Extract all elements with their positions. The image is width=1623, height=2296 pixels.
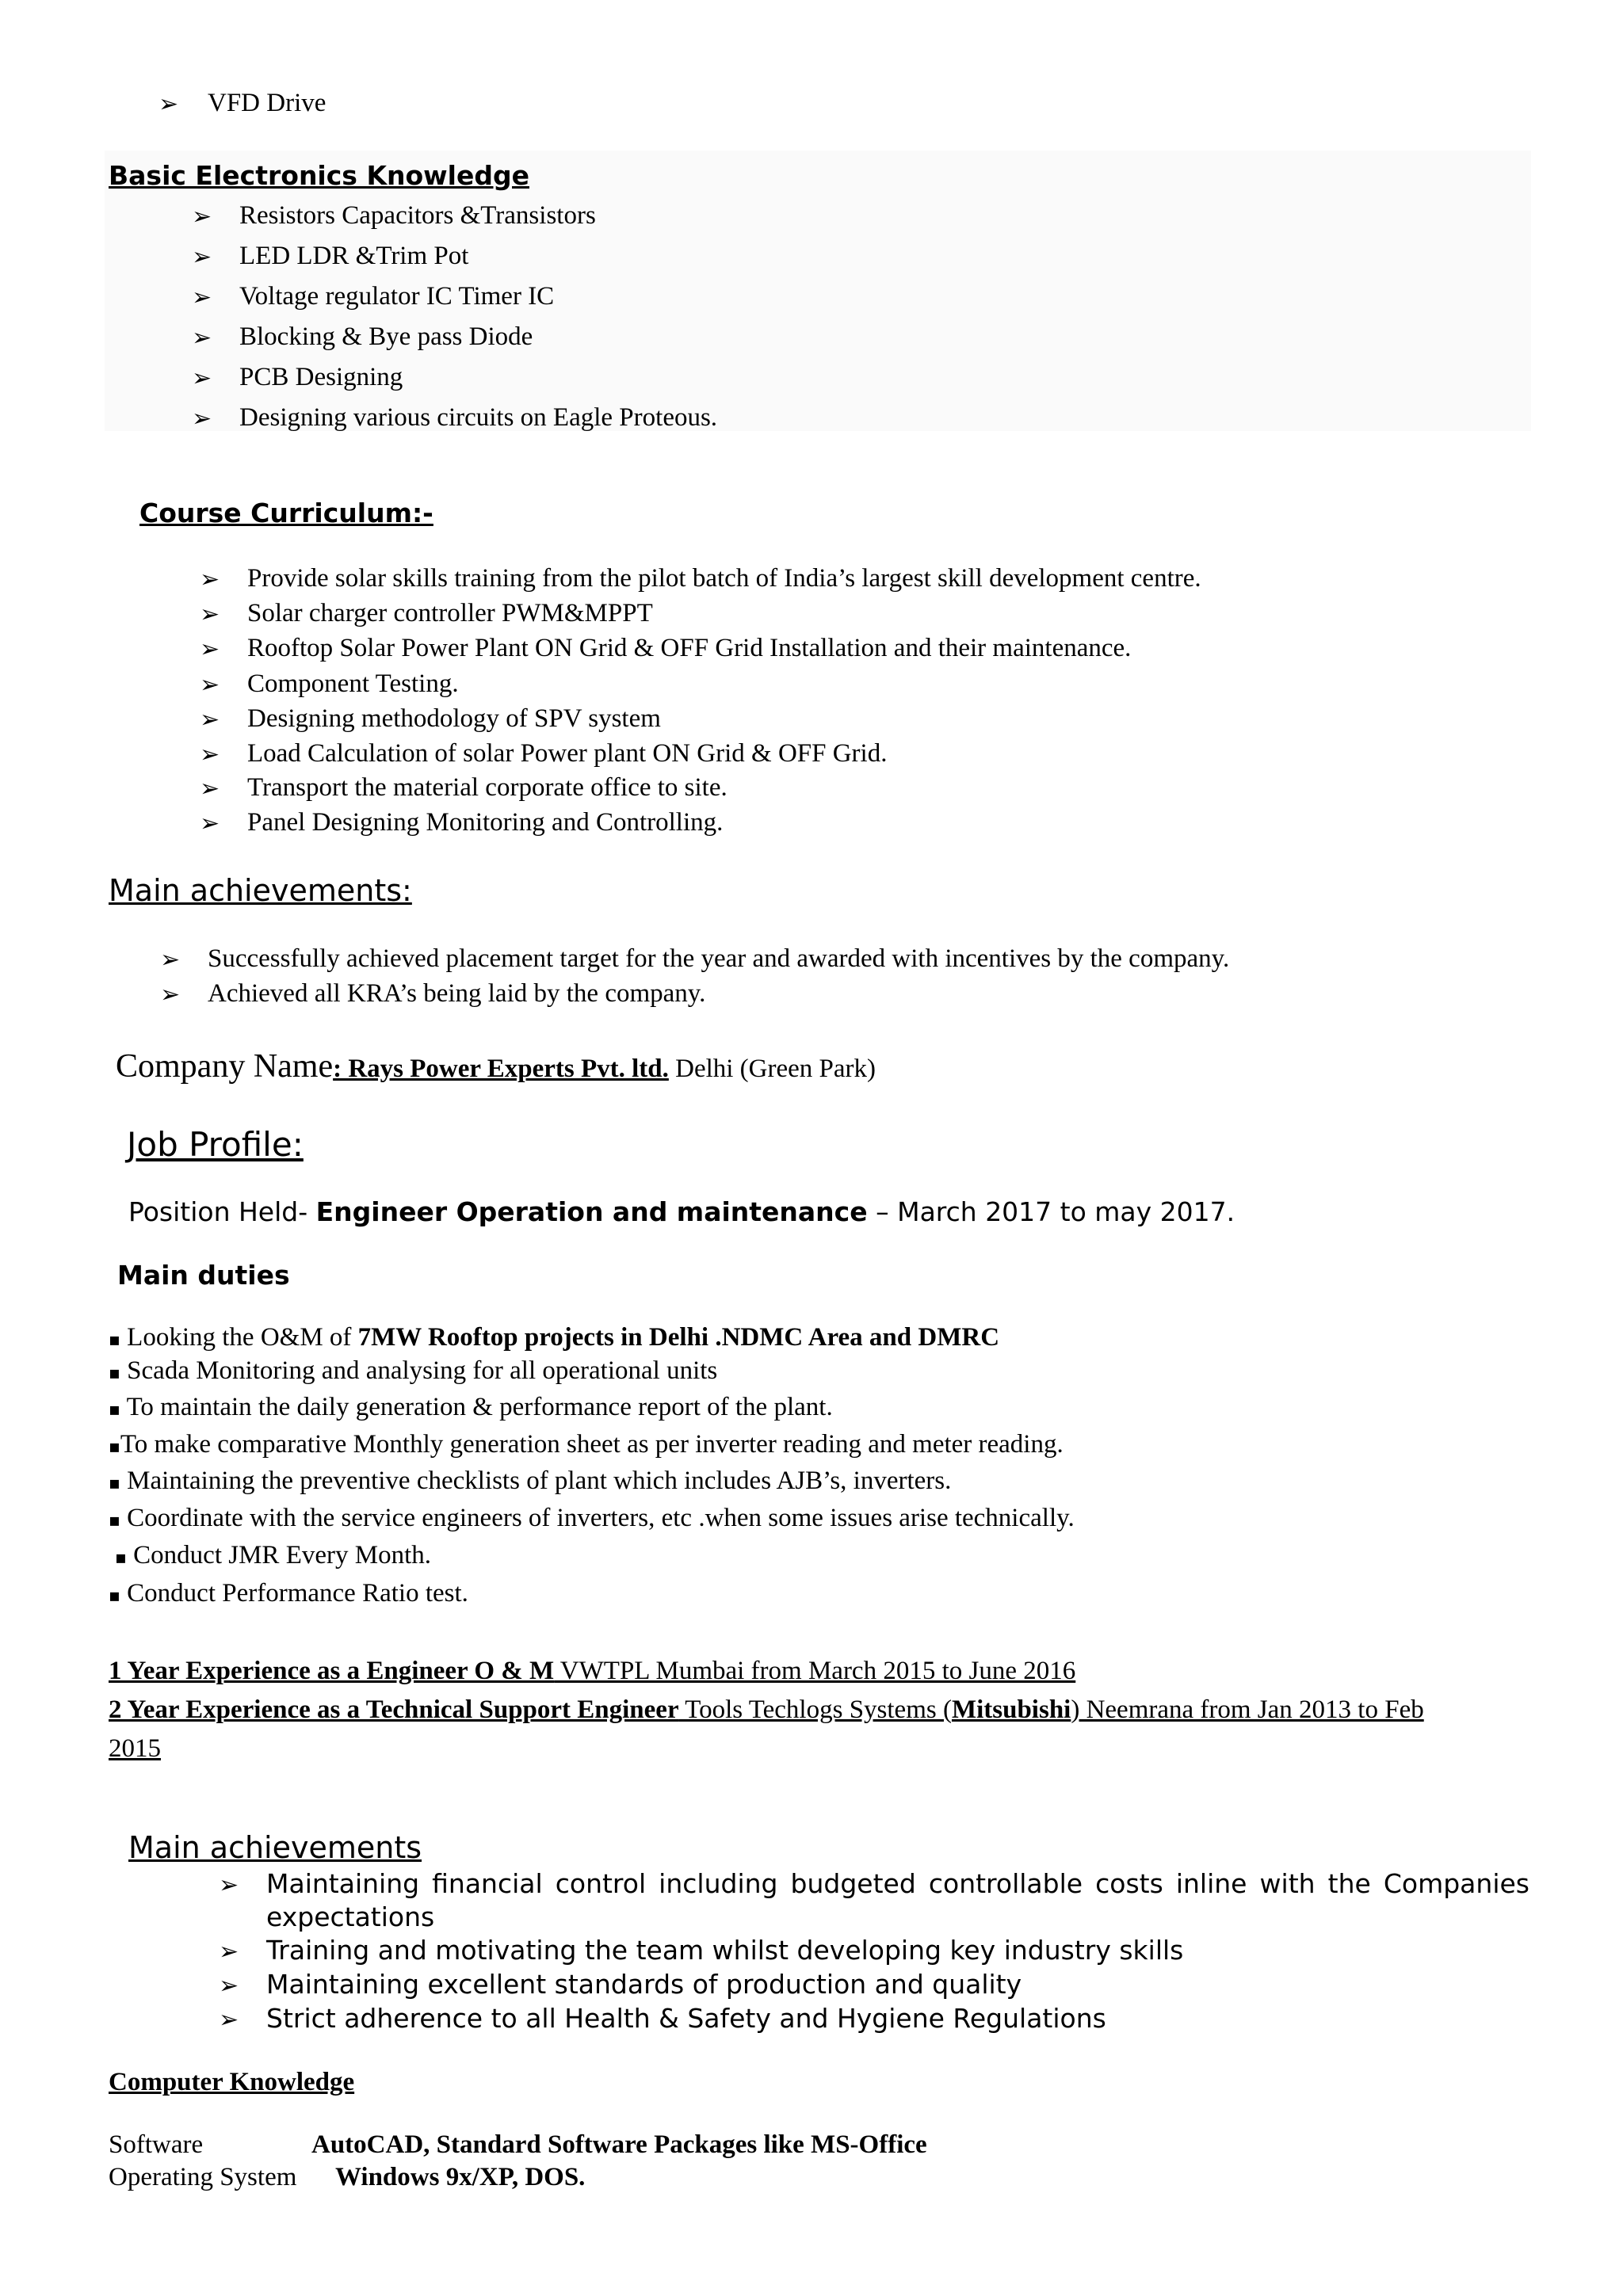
- curriculum-item: Component Testing.: [247, 669, 459, 698]
- computer-heading: Computer Knowledge: [109, 2068, 355, 2096]
- company-line: [116, 1047, 876, 1085]
- arrow-bullet-icon: ➢: [219, 1972, 239, 2000]
- position-title: Engineer Operation and maintenance: [315, 1196, 868, 1227]
- arrow-bullet-icon: ➢: [192, 243, 212, 271]
- duty-item: ▪ Scada Monitoring and analysing for all operational units: [109, 1356, 718, 1385]
- curriculum-item: Rooftop Solar Power Plant ON Grid & OFF Grid Installation and their maintenance.: [247, 634, 1132, 662]
- curriculum-item: Transport the material corporate office to site.: [247, 773, 727, 802]
- position-label: Position Held-: [128, 1196, 316, 1227]
- company-location: Delhi (Green Park): [668, 1055, 876, 1083]
- achievements-heading: Main achievements:: [109, 873, 412, 908]
- arrow-bullet-icon: ➢: [192, 284, 212, 311]
- arrow-bullet-icon: ➢: [192, 364, 212, 392]
- arrow-bullet-icon: ➢: [200, 566, 220, 593]
- experience-line-2-wrap: 2015: [109, 1734, 161, 1763]
- square-bullet-icon: ▪: [109, 1437, 120, 1457]
- arrow-bullet-icon: ➢: [219, 1938, 239, 1966]
- position-line: [128, 1196, 1235, 1227]
- curriculum-item: Designing methodology of SPV system: [247, 704, 661, 733]
- square-bullet-icon: ▪: [115, 1548, 127, 1568]
- curriculum-item: Load Calculation of solar Power plant ON Grid & OFF Grid.: [247, 739, 888, 768]
- os-value: Windows 9x/XP, DOS.: [335, 2163, 586, 2191]
- arrow-bullet-icon: ➢: [200, 635, 220, 663]
- duty-item: ▪ Conduct JMR Every Month.: [115, 1541, 431, 1569]
- curriculum-item: Provide solar skills training from the pilot batch of India’s largest skill development centre.: [247, 564, 1201, 593]
- software-value: AutoCAD, Standard Software Packages like MS-Office: [311, 2130, 927, 2159]
- arrow-bullet-icon: ➢: [200, 775, 220, 803]
- arrow-bullet-icon: ➢: [200, 741, 220, 769]
- square-bullet-icon: ▪: [109, 1586, 120, 1606]
- duties-heading: Main duties: [117, 1260, 290, 1291]
- duty-highlight: 7MW Rooftop projects in Delhi .NDMC Area and DMRC: [357, 1323, 1000, 1352]
- position-dates: – March 2017 to may 2017.: [867, 1196, 1235, 1227]
- arrow-bullet-icon: ➢: [200, 671, 220, 699]
- duty-item: ▪ To maintain the daily generation & performance report of the plant.: [109, 1393, 833, 1421]
- arrow-bullet-icon: ➢: [219, 2006, 239, 2034]
- square-bullet-icon: ▪: [109, 1363, 120, 1383]
- arrow-bullet-icon: ➢: [158, 90, 179, 118]
- achievement2-item: Training and motivating the team whilst developing key industry skills: [266, 1935, 1184, 1966]
- electronics-item: PCB Designing: [239, 363, 403, 391]
- achievement-item: Achieved all KRA’s being laid by the company.: [208, 979, 706, 1008]
- software-label: Software: [109, 2130, 204, 2159]
- square-bullet-icon: ▪: [109, 1330, 120, 1350]
- square-bullet-icon: ▪: [109, 1400, 120, 1420]
- arrow-bullet-icon: ➢: [160, 981, 181, 1009]
- experience-line-1: 1 Year Experience as a Engineer O & M VWTPL Mumbai from March 2015 to June 2016: [109, 1657, 1076, 1685]
- arrow-bullet-icon: ➢: [160, 946, 181, 974]
- job-profile-heading: Job Profile:: [127, 1125, 304, 1164]
- arrow-bullet-icon: ➢: [200, 810, 220, 837]
- electronics-item: Designing various circuits on Eagle Proteous.: [239, 403, 718, 432]
- electronics-item: Blocking & Bye pass Diode: [239, 322, 533, 351]
- arrow-bullet-icon: ➢: [200, 601, 220, 628]
- curriculum-heading: Course Curriculum:-: [139, 498, 433, 528]
- square-bullet-icon: ▪: [109, 1511, 120, 1531]
- electronics-item: Resistors Capacitors &Transistors: [239, 201, 596, 230]
- duty-item: ▪To make comparative Monthly generation sheet as per inverter reading and meter reading.: [109, 1430, 1064, 1459]
- square-bullet-icon: ▪: [109, 1474, 120, 1493]
- duty-item: ▪ Maintaining the preventive checklists of plant which includes AJB’s, inverters.: [109, 1466, 952, 1495]
- experience-line-2: 2 Year Experience as a Technical Support Engineer Tools Techlogs Systems (Mitsubishi) Neemrana from Jan 2013 to Feb: [109, 1695, 1424, 1724]
- duty-item: ▪ Coordinate with the service engineers of inverters, etc .when some issues arise technically.: [109, 1504, 1075, 1532]
- arrow-bullet-icon: ➢: [219, 1871, 239, 1899]
- arrow-bullet-icon: ➢: [192, 324, 212, 352]
- achievements2-heading: Main achievements: [128, 1830, 422, 1865]
- electronics-item: LED LDR &Trim Pot: [239, 242, 469, 270]
- duty-item: ▪ Conduct Performance Ratio test.: [109, 1579, 468, 1608]
- duty-item: ▪ Looking the O&M of 7MW Rooftop projects in Delhi .NDMC Area and DMRC: [109, 1323, 1000, 1352]
- arrow-bullet-icon: ➢: [200, 706, 220, 734]
- achievement2-item: Strict adherence to all Health & Safety and Hygiene Regulations: [266, 2003, 1106, 2034]
- os-label: Operating System: [109, 2163, 297, 2191]
- achievement2-item-wrap: expectations: [266, 1901, 435, 1932]
- curriculum-item: Panel Designing Monitoring and Controlling.: [247, 808, 724, 837]
- achievement-item: Successfully achieved placement target for the year and awarded with incentives by the company.: [208, 944, 1230, 973]
- company-label: Company Name: [116, 1048, 334, 1085]
- top-bullet-text: VFD Drive: [208, 89, 327, 117]
- achievement2-item: Maintaining excellent standards of production and quality: [266, 1969, 1022, 2000]
- arrow-bullet-icon: ➢: [192, 405, 212, 433]
- company-name: : Rays Power Experts Pvt. ltd.: [333, 1055, 669, 1083]
- electronics-item: Voltage regulator IC Timer IC: [239, 282, 555, 311]
- arrow-bullet-icon: ➢: [192, 203, 212, 231]
- electronics-heading: Basic Electronics Knowledge: [109, 160, 529, 191]
- achievement2-item: Maintaining financial control including budgeted controllable costs inline with the Companies: [266, 1868, 1529, 1899]
- curriculum-item: Solar charger controller PWM&MPPT: [247, 599, 653, 627]
